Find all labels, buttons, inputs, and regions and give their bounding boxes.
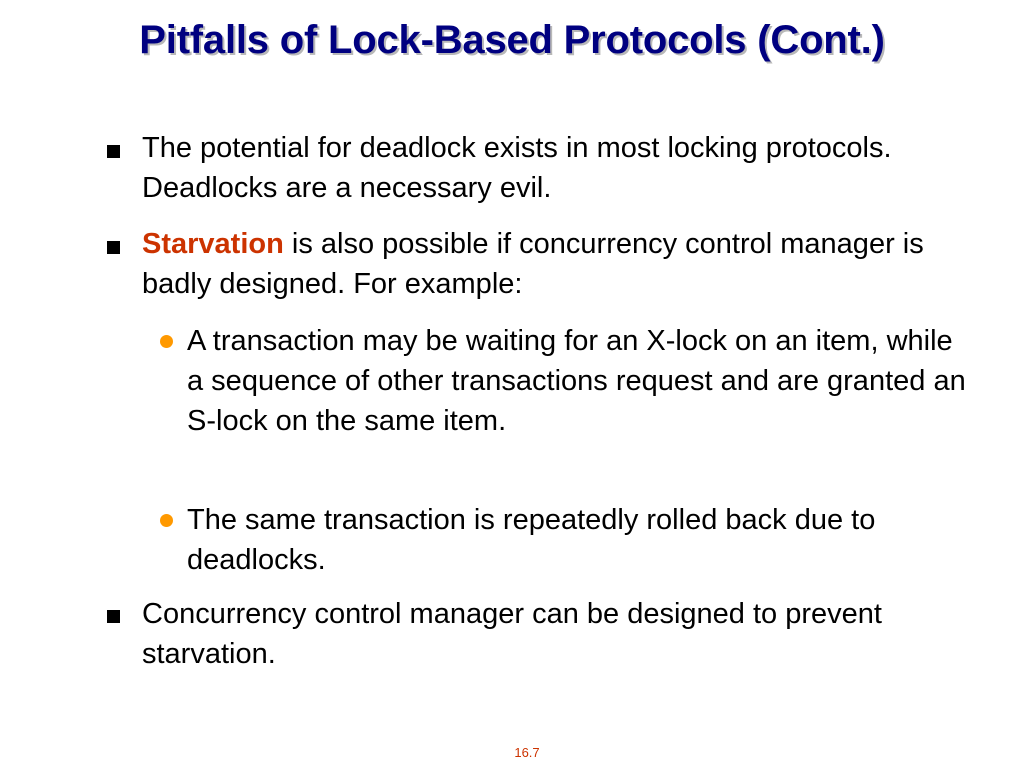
starvation-keyword: Starvation bbox=[142, 228, 284, 260]
sub-bullet-repeated-rollback bbox=[187, 500, 967, 580]
dot-bullet-icon bbox=[160, 514, 173, 527]
slide-title: Pitfalls of Lock-Based Protocols (Cont.) bbox=[139, 18, 885, 62]
square-bullet-icon bbox=[107, 610, 120, 623]
square-bullet-icon bbox=[107, 145, 120, 158]
bullet-deadlock bbox=[142, 128, 942, 208]
dot-bullet-icon bbox=[160, 335, 173, 348]
sub-bullet-x-lock-waiting bbox=[187, 321, 967, 441]
bullet-starvation bbox=[142, 224, 942, 304]
square-bullet-icon bbox=[107, 241, 120, 254]
bullet-text: Concurrency control manager can be designed to prevent starvation. bbox=[142, 598, 882, 670]
sub-bullet-text: The same transaction is repeatedly rolled back due to deadlocks. bbox=[187, 504, 876, 576]
bullet-text: is also possible if concurrency control manager is badly designed. For example: bbox=[142, 228, 924, 300]
sub-bullet-text: A transaction may be waiting for an X-lock on an item, while a sequence of other transactions request and are granted an S-lock on the same item. bbox=[187, 325, 966, 437]
bullet-prevent-starvation bbox=[142, 594, 942, 674]
bullet-text: The potential for deadlock exists in most locking protocols. Deadlocks are a necessary evil. bbox=[142, 132, 892, 204]
page-number: 16.7 bbox=[514, 745, 540, 760]
